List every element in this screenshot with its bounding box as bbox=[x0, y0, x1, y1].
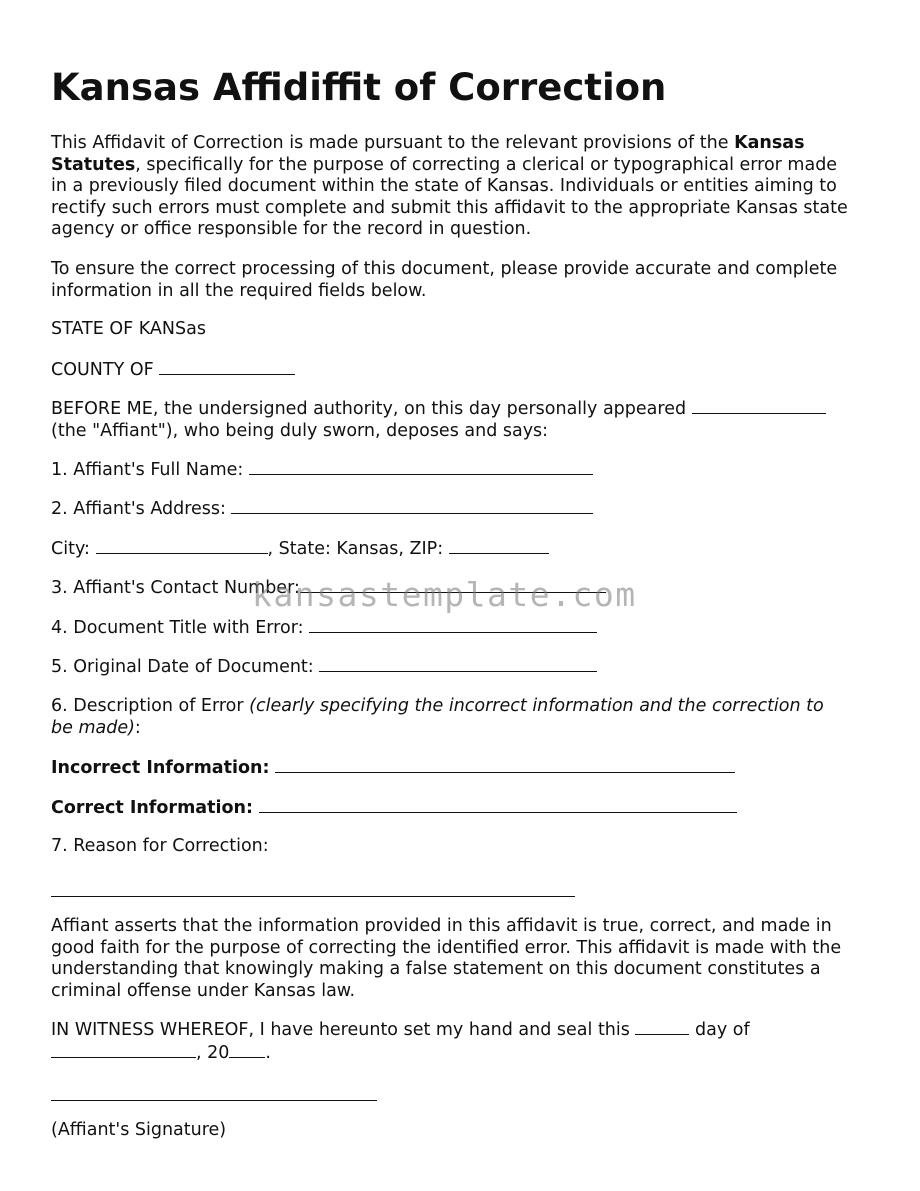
instructions-paragraph bbox=[51, 259, 881, 302]
contact-row bbox=[51, 577, 881, 600]
address-field[interactable] bbox=[231, 498, 593, 514]
before-me-paragraph bbox=[51, 398, 881, 442]
witness-text: day of bbox=[695, 1020, 750, 1040]
correct-info-field[interactable] bbox=[259, 797, 737, 813]
description-row bbox=[51, 696, 881, 739]
description-label: 6. Description of Error bbox=[51, 696, 244, 716]
before-me-text: (the "Affiant"), who being duly sworn, deposes and says: bbox=[51, 420, 549, 441]
intro-text: agency or office responsible for the record in question. bbox=[51, 219, 532, 240]
document-title-row bbox=[51, 617, 881, 640]
document-title-label: 4. Document Title with Error: bbox=[51, 618, 304, 638]
reason-label: 7. Reason for Correction: bbox=[51, 836, 269, 856]
correct-info-row bbox=[51, 797, 881, 820]
signature-line[interactable] bbox=[51, 1100, 377, 1101]
original-date-label: 5. Original Date of Document: bbox=[51, 657, 314, 677]
witness-day-field[interactable] bbox=[635, 1019, 689, 1035]
state-zip-label: , State: Kansas, ZIP: bbox=[267, 539, 444, 559]
assertion-paragraph bbox=[51, 916, 881, 1002]
state-line bbox=[51, 319, 881, 341]
intro-text: in a previously filed document within the state of Kansas. Individuals or entities aiming to bbox=[51, 176, 837, 197]
description-note: (clearly specifying the incorrect information and the correction to bbox=[249, 696, 824, 716]
witness-period: . bbox=[265, 1042, 271, 1063]
state-text: STATE OF KANSas bbox=[51, 319, 206, 339]
full-name-row bbox=[51, 459, 881, 482]
witness-paragraph bbox=[51, 1019, 881, 1064]
assertion-text: Affiant asserts that the information provided in this affidavit is true, correct, and made in bbox=[51, 916, 832, 936]
address-label: 2. Affiant's Address: bbox=[51, 499, 226, 519]
original-date-row bbox=[51, 656, 881, 679]
document-title: Kansas Affidiffit of Correction bbox=[51, 66, 667, 109]
instructions-text: To ensure the correct processing of this document, please provide accurate and complete bbox=[51, 259, 838, 279]
reason-field[interactable] bbox=[51, 896, 575, 897]
watermark: kansastemplate.com bbox=[252, 575, 637, 614]
city-label: City: bbox=[51, 539, 90, 559]
instructions-text: information in all the required fields below. bbox=[51, 280, 427, 301]
assertion-text: criminal offense under Kansas law. bbox=[51, 980, 356, 1001]
contact-field[interactable] bbox=[300, 577, 606, 593]
incorrect-info-label: Incorrect Information: bbox=[51, 758, 270, 778]
full-name-field[interactable] bbox=[249, 459, 593, 475]
zip-field[interactable] bbox=[449, 538, 549, 554]
city-state-zip-row bbox=[51, 538, 881, 561]
city-field[interactable] bbox=[96, 538, 268, 554]
witness-month-field[interactable] bbox=[51, 1042, 196, 1058]
incorrect-info-field[interactable] bbox=[275, 757, 735, 773]
appeared-name-field[interactable] bbox=[692, 398, 826, 414]
address-row bbox=[51, 498, 881, 521]
county-label: COUNTY OF bbox=[51, 360, 154, 380]
full-name-label: 1. Affiant's Full Name: bbox=[51, 460, 244, 480]
incorrect-info-row bbox=[51, 757, 881, 780]
assertion-text: understanding that knowingly making a false statement on this document constitutes a bbox=[51, 959, 821, 980]
witness-year-prefix: , 20 bbox=[196, 1042, 230, 1063]
correct-info-label: Correct Information: bbox=[51, 798, 253, 818]
description-colon: : bbox=[134, 717, 141, 738]
contact-label: 3. Affiant's Contact Number: bbox=[51, 578, 300, 598]
original-date-field[interactable] bbox=[319, 656, 597, 672]
county-line bbox=[51, 359, 881, 382]
intro-text: This Affidavit of Correction is made pursuant to the relevant provisions of the bbox=[51, 133, 729, 153]
witness-text: IN WITNESS WHEREOF, I have hereunto set my hand and seal this bbox=[51, 1020, 630, 1040]
county-field[interactable] bbox=[159, 359, 295, 375]
intro-text: , specifically for the purpose of correcting a clerical or typographical error made bbox=[135, 154, 838, 175]
intro-paragraph bbox=[51, 133, 881, 241]
intro-bold-kansas: Kansas bbox=[734, 133, 805, 153]
reason-row bbox=[51, 836, 881, 858]
description-note: be made) bbox=[51, 717, 135, 738]
intro-bold-statutes: Statutes bbox=[51, 154, 136, 175]
intro-text: rectify such errors must complete and submit this affidavit to the appropriate Kansas state bbox=[51, 197, 848, 218]
signature-label-row bbox=[51, 1120, 881, 1142]
signature-label: (Affiant's Signature) bbox=[51, 1120, 227, 1140]
document-title-field[interactable] bbox=[309, 617, 597, 633]
witness-year-field[interactable] bbox=[229, 1042, 265, 1058]
assertion-text: good faith for the purpose of correcting the identified error. This affidavit is made with the bbox=[51, 937, 842, 958]
before-me-text: BEFORE ME, the undersigned authority, on this day personally appeared bbox=[51, 399, 687, 419]
